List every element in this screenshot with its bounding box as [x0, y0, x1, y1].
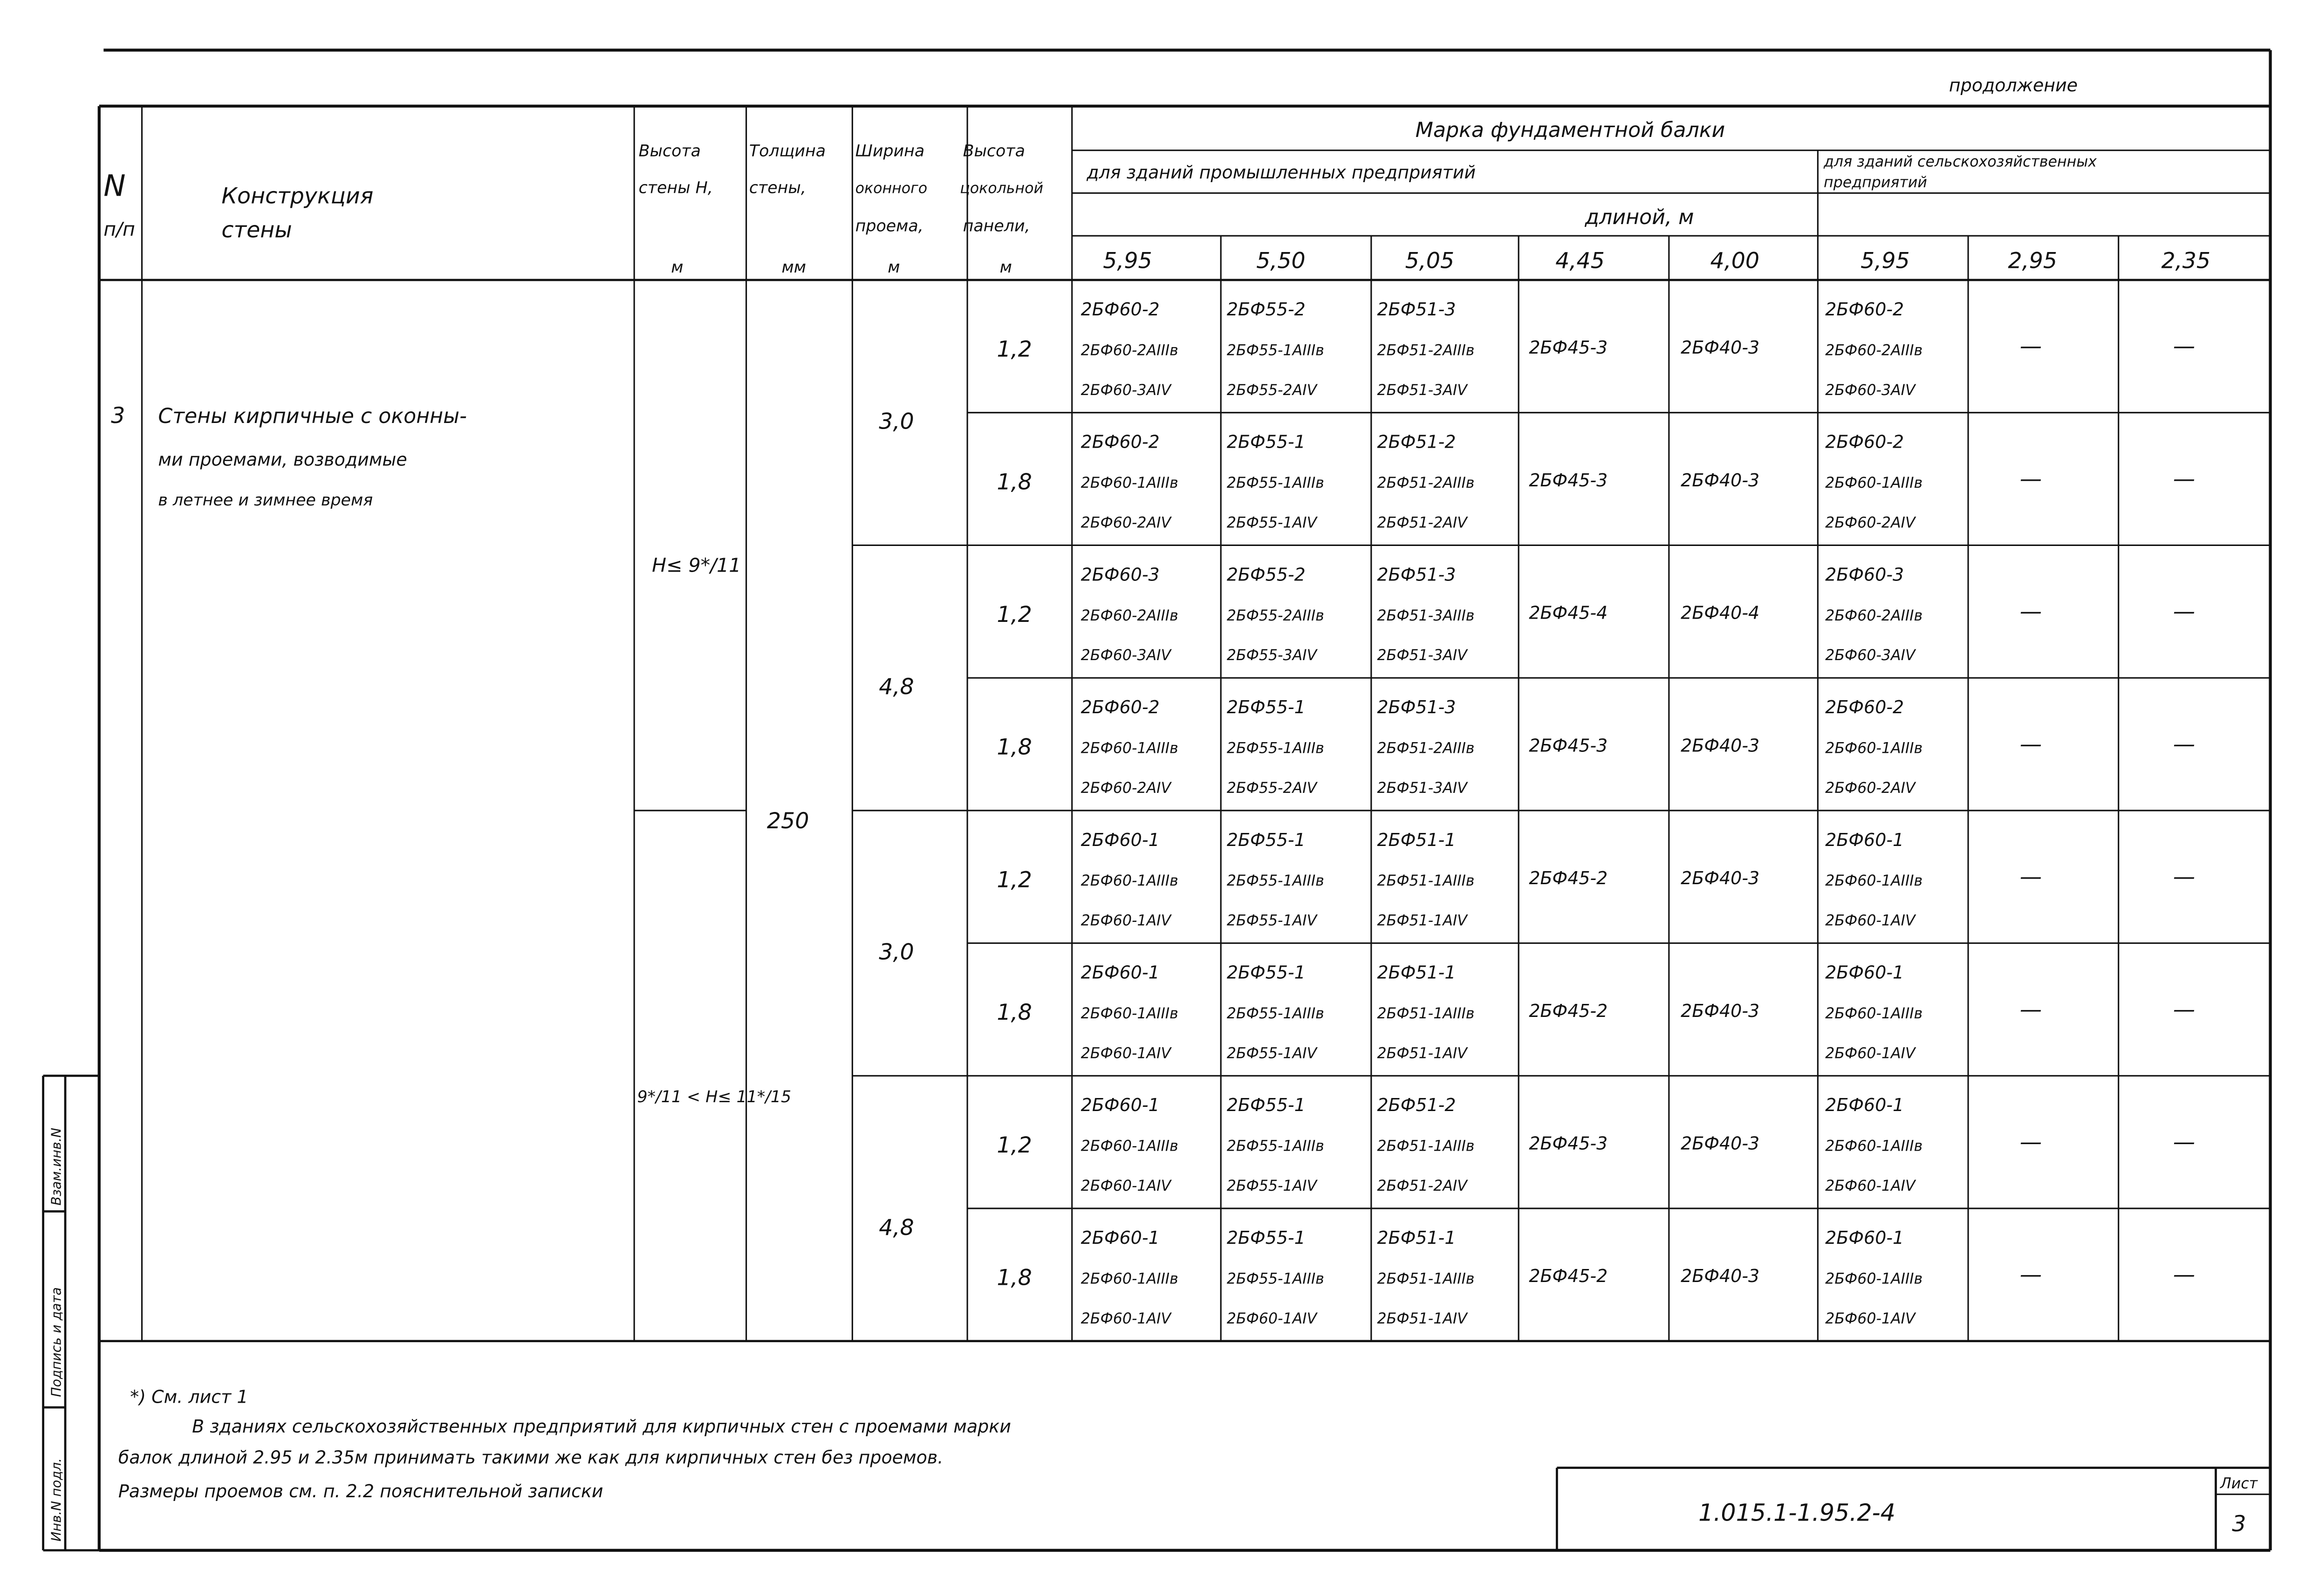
drawing-code: 1.015.1-1.95.2-4 — [1698, 1499, 1896, 1527]
header-panel-line2: цокольной — [960, 180, 1044, 197]
beam-mark-cell: 2БФ60-1АIIIв — [1825, 873, 1923, 890]
beam-mark-cell: 2БФ60-3 — [1081, 564, 1160, 585]
empty-cell-dash: — — [2019, 466, 2042, 492]
panel-height-4: 1,8 — [997, 734, 1032, 760]
beam-mark-cell: 2БФ60-2 — [1825, 431, 1904, 452]
beam-mark-cell: 2БФ60-2 — [1081, 697, 1160, 718]
header-length-8: 2,35 — [2161, 248, 2211, 274]
beam-mark-cell: 2БФ55-1АIIIв — [1226, 1270, 1324, 1288]
side-stamp-replace-inv: Взам.инв.N — [48, 1127, 64, 1206]
panel-height-8: 1,8 — [997, 1265, 1032, 1291]
beam-mark-cell: 2БФ60-3АIV — [1825, 382, 1915, 399]
header-num-line1: N — [103, 168, 126, 203]
empty-cell-dash: — — [2019, 599, 2042, 625]
beam-mark-cell: 2БФ60-1АIIIв — [1081, 740, 1178, 757]
header-construction-line2: стены — [221, 217, 292, 243]
beam-mark-cell: 2БФ60-1 — [1081, 1095, 1160, 1116]
header-thick-unit: мм — [781, 258, 806, 277]
window-width-2: 4,8 — [879, 674, 914, 700]
beam-mark-cell: 2БФ45-2 — [1529, 1266, 1608, 1287]
beam-mark-cell: 2БФ55-2 — [1226, 299, 1306, 320]
height-group-2: 9*/11 < H≤ 11*/15 — [637, 1088, 792, 1107]
panel-height-7: 1,2 — [997, 1132, 1032, 1158]
row-construction-line1: Стены кирпичные с оконны- — [158, 404, 467, 428]
panel-height-5: 1,2 — [997, 867, 1032, 893]
empty-cell-dash: — — [2173, 599, 2196, 625]
beam-mark-cell: 2БФ60-1АIV — [1226, 1310, 1317, 1327]
beam-mark-cell: 2БФ60-2АIIIв — [1081, 342, 1178, 359]
beam-mark-cell: 2БФ51-1АIIIв — [1377, 1270, 1475, 1288]
beam-mark-cell: 2БФ55-1АIIIв — [1226, 342, 1324, 359]
beam-mark-cell: 2БФ60-1 — [1081, 829, 1160, 850]
header-window-line1: Ширина — [855, 142, 925, 161]
beam-mark-cell: 2БФ60-1АIV — [1081, 1310, 1171, 1327]
header-num-line2: п/п — [103, 218, 135, 241]
empty-cell-dash: — — [2019, 731, 2042, 757]
beam-mark-cell: 2БФ51-2 — [1377, 1095, 1456, 1116]
beam-mark-cell: 2БФ45-2 — [1529, 868, 1608, 889]
beam-mark-cell: 2БФ51-2АIV — [1377, 514, 1467, 532]
beam-mark-cell: 2БФ51-3 — [1377, 299, 1456, 320]
beam-mark-cell: 2БФ51-3АIV — [1377, 647, 1467, 664]
beam-mark-cell: 2БФ55-3АIV — [1226, 647, 1317, 664]
beam-mark-cell: 2БФ40-3 — [1681, 1266, 1760, 1287]
beam-mark-cell: 2БФ60-1АIV — [1081, 1178, 1171, 1195]
beam-mark-cell: 2БФ51-1АIIIв — [1377, 1005, 1475, 1022]
beam-mark-cell: 2БФ60-3АIV — [1081, 647, 1171, 664]
sheet-number: 3 — [2232, 1511, 2246, 1537]
beam-mark-cell: 2БФ45-4 — [1529, 602, 1608, 623]
beam-mark-cell: 2БФ60-2АIV — [1825, 514, 1915, 532]
beam-mark-cell: 2БФ60-2АIV — [1081, 779, 1171, 797]
beam-mark-cell: 2БФ51-1АIIIв — [1377, 1138, 1475, 1155]
beam-mark-cell: 2БФ60-2АIV — [1825, 779, 1915, 797]
beam-mark-cell: 2БФ55-1АIIIв — [1226, 1138, 1324, 1155]
beam-mark-cell: 2БФ40-3 — [1681, 1133, 1760, 1154]
beam-mark-cell: 2БФ60-1АIIIв — [1081, 1005, 1178, 1022]
beam-mark-cell: 2БФ55-2АIIIв — [1226, 607, 1324, 624]
note-line4: Размеры проемов см. п. 2.2 пояснительной записки — [118, 1481, 603, 1502]
wall-thickness: 250 — [766, 808, 809, 834]
panel-height-3: 1,2 — [997, 601, 1032, 627]
beam-mark-cell: 2БФ40-3 — [1681, 1000, 1760, 1021]
empty-cell-dash: — — [2173, 1262, 2196, 1288]
beam-mark-cell: 2БФ55-2АIV — [1226, 779, 1317, 797]
empty-cell-dash: — — [2173, 1129, 2196, 1155]
beam-mark-cell: 2БФ60-1 — [1825, 829, 1904, 850]
header-length: длиной, м — [1585, 205, 1694, 229]
beam-mark-cell: 2БФ51-3 — [1377, 564, 1456, 585]
beam-mark-cell: 2БФ40-3 — [1681, 337, 1760, 358]
beam-mark-cell: 2БФ40-3 — [1681, 735, 1760, 756]
beam-mark-cell: 2БФ45-3 — [1529, 337, 1608, 358]
beam-mark-cell: 2БФ55-1АIV — [1226, 1045, 1317, 1062]
beam-mark-cell: 2БФ55-2АIV — [1226, 382, 1317, 399]
header-height-line1: Высота — [638, 142, 701, 161]
header-industrial: для зданий промышленных предприятий — [1087, 162, 1476, 183]
empty-cell-dash: — — [2019, 334, 2042, 360]
beam-mark-cell: 2БФ55-1АIIIв — [1226, 1005, 1324, 1022]
empty-cell-dash: — — [2173, 864, 2196, 890]
header-thick-line1: Толщина — [749, 142, 826, 161]
panel-height-2: 1,8 — [997, 469, 1032, 495]
beam-mark-cell: 2БФ60-3АIV — [1081, 382, 1171, 399]
empty-cell-dash: — — [2173, 996, 2196, 1023]
sheet-label: Лист — [2220, 1475, 2258, 1493]
beam-mark-cell: 2БФ55-1АIV — [1226, 1178, 1317, 1195]
beam-mark-cell: 2БФ40-3 — [1681, 470, 1760, 491]
header-length-4: 4,45 — [1555, 248, 1605, 274]
beam-mark-cell: 2БФ60-1АIIIв — [1825, 740, 1923, 757]
beam-mark-cell: 2БФ60-1АIV — [1825, 1178, 1915, 1195]
beam-mark-cell: 2БФ51-3АIV — [1377, 382, 1467, 399]
header-length-7: 2,95 — [2008, 248, 2058, 274]
side-stamp-inv-orig: Инв.N подл. — [48, 1458, 64, 1541]
header-window-line2: оконного — [855, 180, 928, 197]
empty-cell-dash: — — [2019, 1262, 2042, 1288]
beam-mark-cell: 2БФ60-1АIIIв — [1825, 1138, 1923, 1155]
beam-mark-cell: 2БФ55-1АIIIв — [1226, 475, 1324, 492]
beam-mark-cell: 2БФ60-1АIIIв — [1081, 1270, 1178, 1288]
beam-mark-cell: 2БФ60-1АIIIв — [1825, 1005, 1923, 1022]
header-construction-line1: Конструкция — [221, 183, 374, 209]
header-height-unit: м — [671, 258, 684, 277]
beam-mark-cell: 2БФ55-1АIV — [1226, 514, 1317, 532]
window-width-4: 4,8 — [879, 1214, 914, 1241]
header-thick-line2: стены, — [749, 178, 806, 198]
beam-mark-cell: 2БФ60-1АIIIв — [1081, 1138, 1178, 1155]
header-window-line3: проема, — [855, 217, 923, 236]
beam-mark-cell: 2БФ60-1 — [1081, 1227, 1160, 1248]
note-line2: В зданиях сельскохозяйственных предприятий для кирпичных стен с проемами марки — [192, 1416, 1011, 1437]
header-length-2: 5,50 — [1256, 248, 1306, 274]
empty-cell-dash: — — [2019, 996, 2042, 1023]
window-width-1: 3,0 — [879, 409, 914, 435]
beam-mark-cell: 2БФ40-4 — [1681, 602, 1760, 623]
beam-mark-cell: 2БФ60-3АIV — [1825, 647, 1915, 664]
empty-cell-dash: — — [2019, 864, 2042, 890]
beam-mark-cell: 2БФ51-1 — [1377, 962, 1456, 983]
empty-cell-dash: — — [2173, 466, 2196, 492]
empty-cell-dash: — — [2019, 1129, 2042, 1155]
beam-mark-cell: 2БФ51-1 — [1377, 829, 1456, 850]
beam-mark-cell: 2БФ45-2 — [1529, 1000, 1608, 1021]
row-construction-line2: ми проемами, возводимые — [158, 449, 407, 470]
beam-mark-cell: 2БФ60-2 — [1825, 697, 1904, 718]
beam-mark-cell: 2БФ60-2 — [1825, 299, 1904, 320]
beam-mark-cell: 2БФ45-3 — [1529, 470, 1608, 491]
beam-mark-cell: 2БФ51-1АIV — [1377, 1310, 1467, 1327]
beam-mark-cell: 2БФ60-2 — [1081, 299, 1160, 320]
beam-mark-cell: 2БФ60-1 — [1081, 962, 1160, 983]
beam-mark-cell: 2БФ60-1АIV — [1081, 912, 1171, 929]
beam-mark-cell: 2БФ60-1АIV — [1825, 912, 1915, 929]
beam-mark-cell: 2БФ51-1 — [1377, 1227, 1456, 1248]
beam-mark-cell: 2БФ60-1АIV — [1825, 1310, 1915, 1327]
beam-mark-cell: 2БФ55-2 — [1226, 564, 1306, 585]
beam-mark-cell: 2БФ55-1АIIIв — [1226, 873, 1324, 890]
beam-mark-cell: 2БФ40-3 — [1681, 868, 1760, 889]
header-length-6: 5,95 — [1861, 248, 1910, 274]
beam-mark-cell: 2БФ55-1АIV — [1226, 912, 1317, 929]
note-line3: балок длиной 2.95 и 2.35м принимать такими же как для кирпичных стен без проемов. — [118, 1447, 944, 1468]
beam-mark-cell: 2БФ51-1АIV — [1377, 912, 1467, 929]
beam-mark-cell: 2БФ55-1 — [1226, 697, 1306, 718]
beam-mark-cell: 2БФ60-1 — [1825, 962, 1904, 983]
beam-mark-cell: 2БФ60-1АIIIв — [1081, 475, 1178, 492]
header-length-3: 5,05 — [1405, 248, 1455, 274]
header-length-5: 4,00 — [1710, 248, 1760, 274]
height-group-1: H≤ 9*/11 — [652, 554, 741, 577]
continuation-label: продолжение — [1949, 75, 2078, 96]
panel-height-6: 1,8 — [997, 1000, 1032, 1026]
beam-mark-cell: 2БФ60-1АIIIв — [1081, 873, 1178, 890]
beam-mark-cell: 2БФ60-1АIIIв — [1825, 475, 1923, 492]
header-panel-line1: Высота — [963, 142, 1025, 161]
beam-mark-cell: 2БФ45-3 — [1529, 735, 1608, 756]
beam-mark-cell: 2БФ51-1АIV — [1377, 1045, 1467, 1062]
beam-mark-cell: 2БФ60-1АIV — [1081, 1045, 1171, 1062]
beam-mark-cell: 2БФ60-1 — [1825, 1095, 1904, 1116]
row-construction-line3: в летнее и зимнее время — [158, 491, 373, 510]
beam-mark-cell: 2БФ51-2АIIIв — [1377, 740, 1475, 757]
beam-mark-cell: 2БФ55-1 — [1226, 962, 1306, 983]
beam-mark-cell: 2БФ51-3АIV — [1377, 779, 1467, 797]
panel-height-1: 1,2 — [997, 336, 1032, 362]
beam-mark-cell: 2БФ60-2АIIIв — [1081, 607, 1178, 624]
header-height-line2: стены H, — [638, 178, 713, 198]
beam-mark-cell: 2БФ51-2АIV — [1377, 1178, 1467, 1195]
beam-mark-cell: 2БФ55-1 — [1226, 431, 1306, 452]
beam-mark-cell: 2БФ60-1 — [1825, 1227, 1904, 1248]
beam-mark-cell: 2БФ45-3 — [1529, 1133, 1608, 1154]
empty-cell-dash: — — [2173, 731, 2196, 757]
empty-cell-dash: — — [2173, 334, 2196, 360]
beam-mark-cell: 2БФ60-2 — [1081, 431, 1160, 452]
note-line1: *) См. лист 1 — [130, 1386, 248, 1407]
side-stamp-sign-date: Подпись и дата — [48, 1287, 64, 1397]
beam-mark-cell: 2БФ55-1 — [1226, 829, 1306, 850]
beam-mark-cell: 2БФ60-2АIIIв — [1825, 342, 1923, 359]
beam-mark-cell: 2БФ51-3АIIIв — [1377, 607, 1475, 624]
beam-mark-cell: 2БФ51-2АIIIв — [1377, 475, 1475, 492]
beam-mark-cell: 2БФ60-2АIV — [1081, 514, 1171, 532]
beam-mark-cell: 2БФ60-1АIIIв — [1825, 1270, 1923, 1288]
header-panel-unit: м — [999, 258, 1012, 277]
header-agricultural-line2: предприятий — [1824, 174, 1927, 191]
header-beam-mark: Марка фундаментной балки — [1415, 118, 1725, 143]
beam-mark-cell: 2БФ51-1АIIIв — [1377, 873, 1475, 890]
beam-mark-cell: 2БФ60-1АIV — [1825, 1045, 1915, 1062]
header-agricultural-line1: для зданий сельскохозяйственных — [1824, 153, 2097, 171]
header-length-1: 5,95 — [1103, 248, 1152, 274]
beam-mark-cell: 2БФ55-1 — [1226, 1227, 1306, 1248]
beam-mark-cell: 2БФ51-2АIIIв — [1377, 342, 1475, 359]
row-number: 3 — [111, 402, 125, 429]
beam-mark-cell: 2БФ60-3 — [1825, 564, 1904, 585]
header-window-unit: м — [888, 258, 900, 277]
beam-mark-cell: 2БФ55-1 — [1226, 1095, 1306, 1116]
beam-mark-cell: 2БФ51-2 — [1377, 431, 1456, 452]
window-width-3: 3,0 — [879, 939, 914, 965]
beam-mark-cell: 2БФ51-3 — [1377, 697, 1456, 718]
header-panel-line3: панели, — [963, 217, 1030, 236]
beam-mark-cell: 2БФ60-2АIIIв — [1825, 607, 1923, 624]
beam-mark-cell: 2БФ55-1АIIIв — [1226, 740, 1324, 757]
